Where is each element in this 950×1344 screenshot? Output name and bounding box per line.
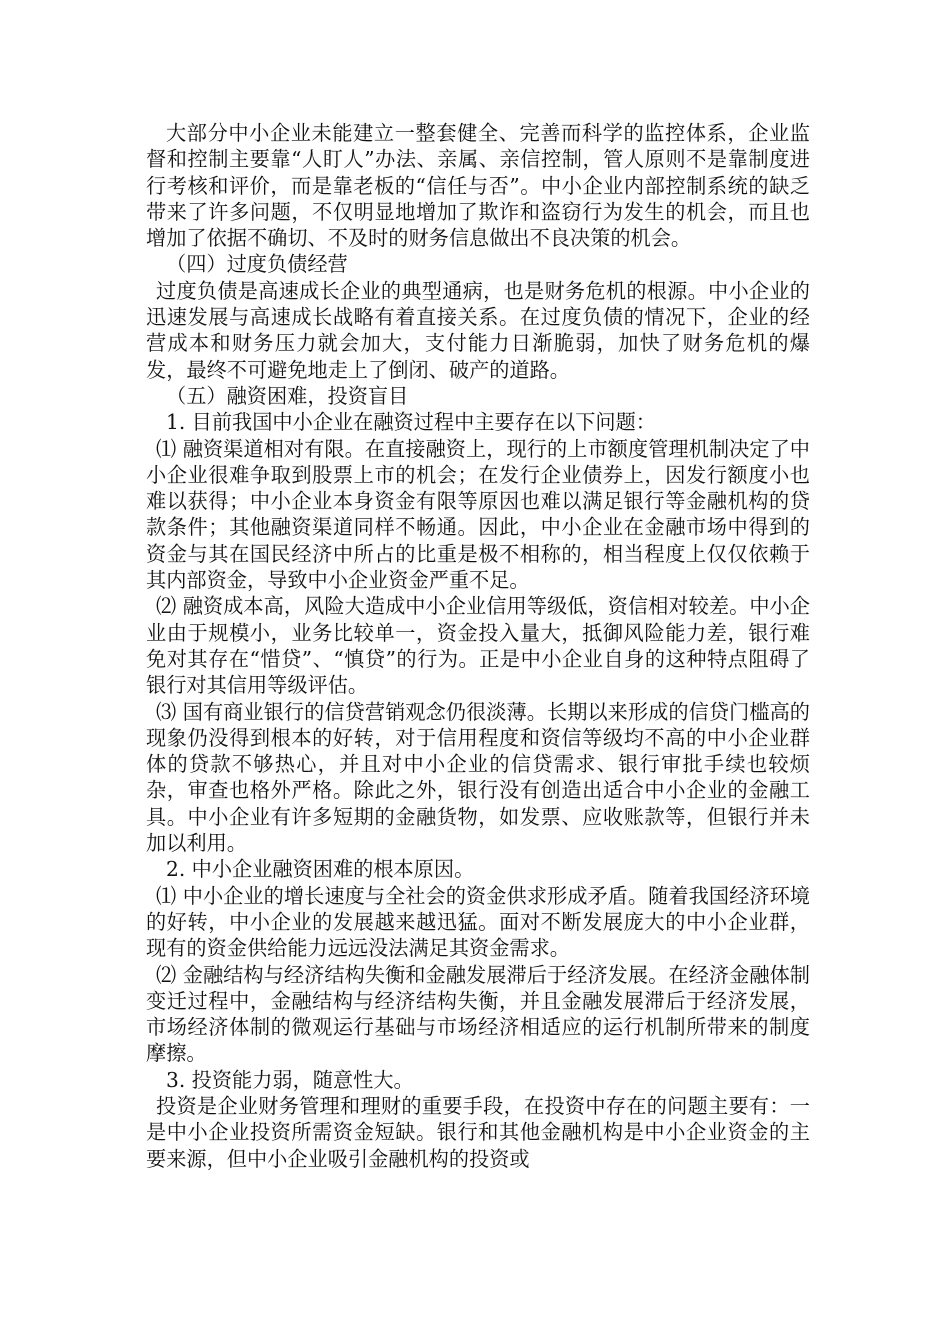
list-heading-1: 1. 目前我国中小企业在融资过程中主要存在以下问题： (166, 410, 656, 435)
section-heading-4: （四）过度负债经营 (166, 252, 348, 277)
paragraph-bank-credit: ⑶ 国有商业银行的信贷营销观念仍很淡薄。长期以来形成的信贷门槛高的现象仍没得到根本的好转，对于信用程度和资信等级均不高的中小企业群体的贷款不够热心，并且对中小企业的信贷需求、银行审批手续也较烦杂，审查也格外严格。除此之外，银行没有创造出适合中小企业的金融工具。中小企业有许多短期的金融货物，如发票、应收账款等，但银行并未加以利用。 (146, 699, 810, 856)
document-body (146, 120, 810, 1172)
paragraph-excess-debt: 过度负债是高速成长企业的典型通病，也是财务危机的根源。中小企业的迅速发展与高速成长战略有着直接关系。在过度负债的情况下，企业的经营成本和财务压力就会加大，支付能力日渐脆弱，加快了财务危机的爆发，最终不可避免地走上了倒闭、破产的道路。 (146, 278, 810, 382)
paragraph-growth-conflict: ⑴ 中小企业的增长速度与全社会的资金供求形成矛盾。随着我国经济环境的好转，中小企业的发展越来越迅猛。面对不断发展庞大的中小企业群，现有的资金供给能力远远没法满足其资金需求。 (146, 883, 810, 961)
paragraph-financing-channels: ⑴ 融资渠道相对有限。在直接融资上，现行的上市额度管理机制决定了中小企业很难争取到股票上市的机会；在发行企业债券上，因发行额度小也难以获得；中小企业本身资金有限等原因也难以满足银行等金融机构的贷款条件；其他融资渠道同样不畅通。因此，中小企业在金融市场中得到的资金与其在国民经济中所占的比重是极不相称的，相当程度上仅仅依赖于其内部资金，导致中小企业资金严重不足。 (146, 436, 810, 593)
list-heading-3: 3. 投资能力弱，随意性大。 (166, 1067, 414, 1092)
list-heading-2: 2. 中小企业融资困难的根本原因。 (166, 857, 475, 882)
paragraph-investment: 投资是企业财务管理和理财的重要手段，在投资中存在的问题主要有：一是中小企业投资所需资金短缺。银行和其他金融机构是中小企业资金的主要来源，但中小企业吸引金融机构的投资或 (146, 1093, 810, 1171)
paragraph-financial-structure: ⑵ 金融结构与经济结构失衡和金融发展滞后于经济发展。在经济金融体制变迁过程中，金融结构与经济结构失衡，并且金融发展滞后于经济发展，市场经济体制的微观运行基础与市场经济相适应的运行机制所带来的制度摩擦。 (146, 962, 810, 1066)
paragraph-internal-control: 大部分中小企业未能建立一整套健全、完善而科学的监控体系，企业监督和控制主要靠“人盯人”办法、亲属、亲信控制，管人原则不是靠制度进行考核和评价，而是靠老板的“信任与否”。中小企业内部控制系统的缺乏带来了许多问题，不仅明显地增加了欺诈和盗窃行为发生的机会，而且也增加了依据不确切、不及时的财务信息做出不良决策的机会。 (146, 121, 810, 251)
paragraph-financing-cost: ⑵ 融资成本高，风险大造成中小企业信用等级低，资信相对较差。中小企业由于规模小，业务比较单一，资金投入量大，抵御风险能力差，银行难免对其存在“惜贷”、“慎贷”的行为。正是中小企业自身的这种特点阻碍了银行对其信用等级评估。 (146, 594, 810, 698)
section-heading-5: （五）融资困难，投资盲目 (166, 383, 409, 408)
